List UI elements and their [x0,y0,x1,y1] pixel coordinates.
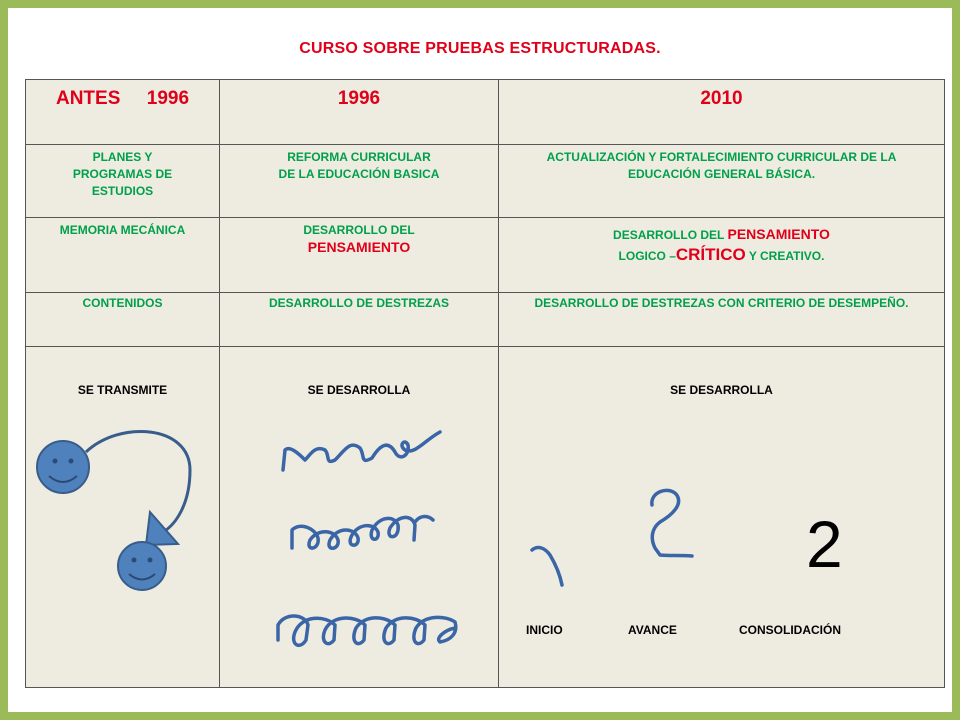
stage-inicio: INICIO [526,623,563,637]
cell-pensamiento: PENSAMIENTO [307,239,411,255]
row-contenidos [26,293,945,347]
cell-reforma-line2: DE LA EDUCACIÓN BASICA [278,167,440,181]
cell-desarrollo-del-2010: DESARROLLO DEL [613,228,728,242]
row-memoria [26,218,945,293]
comparison-table [25,79,945,688]
cell-memoria-mecanica: MEMORIA MECÁNICA [26,218,220,293]
stage-consolidacion: CONSOLIDACIÓN [739,623,841,637]
cell-se-desarrolla-2010: SE DESARROLLA [670,383,773,397]
cell-se-transmite: SE TRANSMITE [77,383,168,397]
cell-actualizacion: ACTUALIZACIÓN Y FORTALECIMIENTO CURRICULAR DE LA EDUCACIÓN GENERAL BÁSICA. [546,150,897,181]
header-antes-1996: ANTES 1996 [26,80,220,145]
cell-desarrollo-del: DESARROLLO DEL [303,223,415,237]
cell-logico: LOGICO – [618,249,676,263]
cell-planes-programas: PLANES Y PROGRAMAS DE ESTUDIOS [72,150,173,198]
header-1996: 1996 [220,80,499,145]
row-planes [26,145,945,218]
cell-critico: CRÍTICO [675,245,746,264]
cell-y-creativo: Y CREATIVO. [745,249,825,263]
cell-contenidos: CONTENIDOS [26,293,220,347]
cell-pensamiento-2010: PENSAMIENTO [727,226,830,242]
stage-avance: AVANCE [628,623,677,637]
cell-desarrollo-destrezas: DESARROLLO DE DESTREZAS [220,293,499,347]
cell-reforma-line1: REFORMA CURRICULAR [287,150,431,164]
header-2010: 2010 [499,80,945,145]
big-number: 2 [806,507,843,581]
header-row [26,80,945,145]
slide-title: CURSO SOBRE PRUEBAS ESTRUCTURADAS. [299,40,661,57]
cell-destrezas-criterio: DESARROLLO DE DESTREZAS CON CRITERIO DE DESEMPEÑO. [534,296,909,310]
cell-se-desarrolla-1996: SE DESARROLLA [307,383,411,397]
